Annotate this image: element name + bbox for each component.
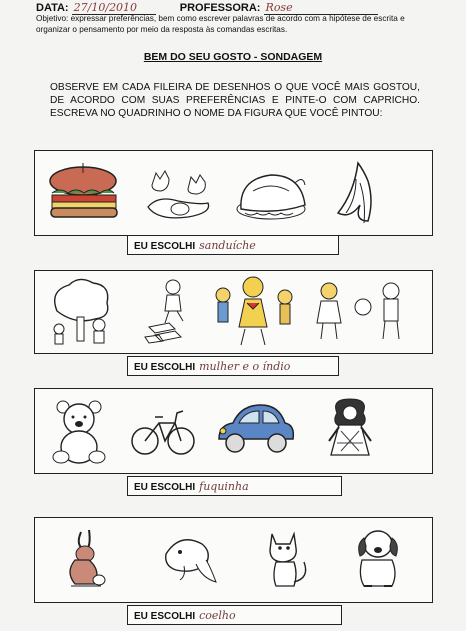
- teacher-value: Rose: [264, 1, 378, 15]
- children-ball-picture[interactable]: [313, 277, 403, 347]
- answer-handwriting: mulher e o índio: [199, 360, 291, 373]
- rabbit-picture[interactable]: [63, 528, 109, 594]
- answer-handwriting: fuquinha: [199, 480, 249, 493]
- picture-row-3: [34, 388, 433, 474]
- instructions-text: OBSERVE EM CADA FILEIRA DE DESENHOS O QUE VOCÊ MAIS GOSTOU, DE ACORDO COM SUAS PREFERÊNCIAS E PINTE-O COM CAPRICHO. ESCREVA NO QUADRINHO O NOME DA FIGURA QUE VOCÊ PINTOU:: [50, 82, 420, 119]
- date-label: DATA:: [36, 2, 69, 14]
- car-picture[interactable]: [215, 399, 295, 459]
- picture-row-4: [34, 517, 433, 603]
- teddy-bear-picture[interactable]: [49, 399, 109, 465]
- answer-label: EU ESCOLHI: [134, 362, 196, 373]
- answer-label: EU ESCOLHI: [134, 611, 196, 622]
- answer-box-4[interactable]: [127, 605, 342, 625]
- page-title: BEM DO SEU GOSTO - SONDAGEM: [143, 51, 323, 63]
- banana-picture[interactable]: [330, 159, 380, 227]
- answer-handwriting: sanduíche: [199, 239, 256, 252]
- tree-children-picture[interactable]: [47, 277, 117, 347]
- sandwich-picture[interactable]: [47, 163, 119, 223]
- children-dancing-picture[interactable]: [209, 273, 299, 349]
- hopscotch-picture[interactable]: [143, 277, 201, 347]
- fish-picture[interactable]: [160, 530, 222, 588]
- picture-row-2: [34, 270, 433, 354]
- answer-box-3[interactable]: [127, 476, 342, 496]
- answer-box-2[interactable]: [127, 356, 339, 376]
- objective-text: Objetivo: expressar preferências, bem como escrever palavras de acordo com a hipótese de escrita e organizar o pensamento por meio da resposta às comandas escritas.: [36, 14, 405, 34]
- answer-label: EU ESCOLHI: [134, 482, 196, 493]
- date-value: 27/10/2010: [72, 1, 156, 15]
- dog-picture[interactable]: [350, 524, 406, 592]
- cat-picture[interactable]: [260, 526, 316, 590]
- answer-box-1[interactable]: [127, 235, 339, 255]
- doll-picture[interactable]: [325, 397, 375, 463]
- bicycle-picture[interactable]: [131, 401, 195, 461]
- answer-handwriting: coelho: [199, 609, 236, 622]
- roast-chicken-picture[interactable]: [235, 161, 309, 225]
- picture-row-1: [34, 150, 433, 236]
- egg-picture[interactable]: [140, 163, 212, 223]
- answer-label: EU ESCOLHI: [134, 241, 196, 252]
- teacher-label: PROFESSORA:: [179, 2, 261, 14]
